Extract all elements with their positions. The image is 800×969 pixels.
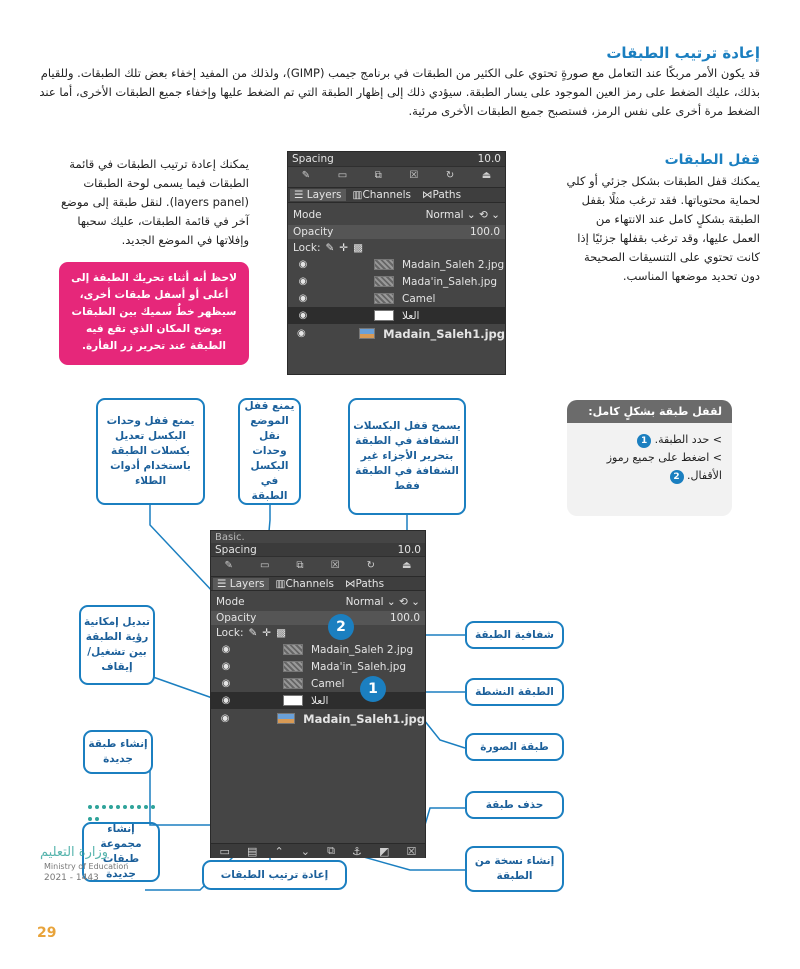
lock-pixels-icon[interactable]: ✎	[325, 242, 335, 254]
layer-row[interactable]	[211, 675, 425, 692]
new-group-icon[interactable]: ▤	[247, 844, 258, 858]
callout-delete-layer: حذف طبقة	[465, 791, 564, 819]
text-layer-icon	[374, 310, 394, 321]
new-brush-icon[interactable]: ▭	[337, 169, 348, 181]
spacing-value[interactable]: 10.0	[477, 153, 501, 165]
callout-visibility: تبديل إمكانية رؤية الطبقة بين تشغيل/ إيقاف	[79, 605, 155, 685]
mode-select[interactable]: Normal ⌄ ⟲ ⌄	[425, 209, 500, 221]
anchor-layer-icon[interactable]: ⚓	[352, 844, 362, 858]
eye-icon[interactable]: ◉	[220, 713, 230, 724]
layer-name: Camel	[311, 677, 345, 690]
opacity-value[interactable]: 100.0	[469, 226, 500, 238]
lock-body: يمكنك قفل الطبقات بشكل جزئي أو كلي لحماية محتوياتها. فقد ترغب مثلًا بقفل الطبقة بشكلٍ كامل عند الانتهاء من العمل عليها، وقد ترغب بقفلها جزئيًا إذا كانت تحتوي على التنسيقات الصحيحة دون تحديد موضعها المناسب.	[566, 174, 760, 283]
eye-icon[interactable]: ◉	[296, 328, 306, 339]
mode-select[interactable]: Normal ⌄ ⟲ ⌄	[345, 595, 420, 608]
layer-row[interactable]	[211, 658, 425, 675]
layer-name: Madain_Saleh 2.jpg	[311, 643, 414, 656]
tab-layers[interactable]: ☰ Layers	[290, 189, 346, 201]
duplicate-brush-icon[interactable]: ⧉	[296, 559, 304, 571]
lock-alpha-icon[interactable]: ▩	[276, 627, 287, 639]
lock-pixels-icon[interactable]: ✎	[248, 627, 258, 639]
layer-row[interactable]	[211, 709, 425, 728]
lock-position-icon[interactable]: ✛	[339, 242, 349, 254]
eye-icon[interactable]: ◉	[298, 276, 308, 287]
layer-thumbnail	[374, 293, 394, 304]
layer-row[interactable]	[288, 273, 505, 290]
eye-icon[interactable]: ◉	[298, 310, 308, 321]
lock-alpha-icon[interactable]: ▩	[353, 242, 364, 254]
new-layer-icon[interactable]: ▭	[219, 844, 230, 858]
duplicate-layer-icon[interactable]: ⧉	[327, 844, 335, 857]
reorder-body: يمكنك إعادة ترتيب الطبقات في قائمة الطبقات فيما يسمى لوحة الطبقات (layers panel). لنقل طبقة إلى موضع آخر في قائمة الطبقات، عليك سحبها وإفلاتها في الموضع الجديد.	[60, 157, 249, 247]
delete-brush-icon[interactable]: ☒	[330, 559, 340, 571]
eye-icon[interactable]: ◉	[221, 661, 231, 672]
spacing-value[interactable]: 10.0	[397, 543, 421, 556]
full-lock-card	[567, 400, 732, 516]
callout-reorder: إعادة ترتيب الطبقات	[202, 860, 347, 890]
opacity-value[interactable]: 100.0	[389, 612, 420, 624]
layer-name: Camel	[402, 292, 436, 305]
layer-row[interactable]	[211, 641, 425, 658]
layer-row-active[interactable]	[288, 307, 505, 324]
layer-name: Mada'in_Saleh.jpg	[311, 660, 407, 673]
open-brush-icon[interactable]: ⏏	[481, 169, 492, 181]
layer-thumbnail	[374, 259, 394, 270]
eye-icon[interactable]: ◉	[221, 695, 231, 706]
tab-paths[interactable]: ⋈Paths	[345, 577, 385, 590]
eye-icon[interactable]: ◉	[298, 293, 308, 304]
callout-active-layer: الطبقة النشطة	[465, 678, 564, 706]
new-brush-icon[interactable]: ▭	[259, 559, 270, 571]
lower-layer-icon[interactable]: ⌄	[300, 844, 311, 858]
layer-name: Madain_Saleh1.jpg	[303, 711, 425, 726]
callout-duplicate-layer: إنشاء نسخة من الطبقة	[465, 846, 564, 892]
callout-lock-pixels: يمنع قفل وحدات البكسل تعديل بكسلات الطبقة باستخدام أدوات الطلاء	[96, 398, 205, 505]
eye-icon[interactable]: ◉	[221, 678, 231, 689]
ministry-arabic: وزارة التعليم	[40, 845, 109, 860]
layer-thumbnail	[277, 713, 295, 724]
refresh-icon[interactable]: ↻	[445, 169, 455, 181]
lock-title: قفل الطبقات	[664, 152, 760, 168]
mask-layer-icon[interactable]: ◩	[378, 844, 390, 858]
text-layer-icon	[283, 695, 303, 706]
section-title: إعادة ترتيب الطبقات	[606, 44, 760, 62]
tab-channels[interactable]: ▥Channels	[275, 577, 335, 590]
page-number: 29	[37, 925, 57, 941]
full-lock-step1: > حدد الطبقة. 1	[575, 431, 722, 449]
layer-thumbnail	[374, 276, 394, 287]
layer-name: العلا	[311, 694, 329, 707]
full-lock-step2: > اضغط على جميع رموز الأقفال. 2	[606, 451, 722, 482]
opacity-label: Opacity	[216, 612, 257, 624]
brush-edit-icon[interactable]: ✎	[224, 559, 233, 571]
delete-layer-icon[interactable]: ☒	[406, 844, 417, 858]
ministry-english: Ministry of Education	[44, 862, 129, 871]
brush-edit-icon[interactable]: ✎	[301, 169, 311, 181]
full-lock-title: لقفل طبقة بشكلٍ كامل:	[567, 400, 732, 423]
basic-label: Basic.	[215, 531, 245, 543]
marker-two: 2	[328, 614, 354, 640]
tab-paths[interactable]: ⋈Paths	[422, 189, 462, 201]
note-box: لاحظ أنه أثناء تحريك الطبقة إلى أعلى أو أسفل طبقات أخرى، سيظهر خطٌ سميك بين الطبقات يوضح المكان الذي تقع فيه الطبقة عند تحرير زر الفأرة.	[59, 262, 249, 365]
eye-icon[interactable]: ◉	[221, 644, 231, 655]
section-body: قد يكون الأمر مربكًا عند التعامل مع صورةٍ تحتوي على الكثير من الطبقات في برنامج جيمب (GIMP)، ولذلك من المفيد إخفاء بعض تلك الطبقات. وللقيام بذلك، عليك الضغط على رمز العين الموجود على يسار الطبقة. سيؤدي ذلك إلى إظهار الطبقة التي تم الضغط عليها وإخفاء جميع الطبقات الأخرى، أما عند الضغط مرة أخرى على نفس الرمز، فستصبح جميع الطبقات الأخرى مرئية.	[39, 66, 760, 118]
refresh-icon[interactable]: ↻	[366, 559, 375, 571]
callout-image-layer: طبقة الصورة	[465, 733, 564, 761]
tab-layers[interactable]: ☰ Layers	[213, 578, 269, 590]
spacing-label: Spacing	[215, 543, 257, 556]
callout-new-group: إنشاء مجموعة طبقات جديدة	[82, 822, 160, 882]
spacing-label: Spacing	[292, 153, 334, 165]
layer-name: Madain_Saleh1.jpg	[383, 326, 505, 341]
delete-brush-icon[interactable]: ☒	[409, 169, 419, 181]
layer-row-active[interactable]	[211, 692, 425, 709]
lock-label: Lock:	[216, 627, 244, 639]
layer-row[interactable]	[288, 290, 505, 307]
layer-thumbnail	[283, 661, 303, 672]
duplicate-brush-icon[interactable]: ⧉	[374, 169, 382, 181]
layer-thumbnail	[283, 678, 303, 689]
layer-name: العلا	[402, 309, 420, 322]
ministry-year: 2021 - 1443	[44, 873, 99, 883]
open-brush-icon[interactable]: ⏏	[402, 559, 412, 571]
layer-thumbnail	[359, 328, 375, 339]
raise-layer-icon[interactable]: ⌃	[274, 844, 284, 858]
callout-lock-alpha: يسمح قفل البكسلات الشفافة في الطبقة بتحرير الأجزاء غير الشفافة في الطبقة فقط	[348, 398, 466, 515]
mode-label: Mode	[216, 595, 245, 608]
layer-row[interactable]	[288, 256, 505, 273]
layer-name: Madain_Saleh 2.jpg	[402, 258, 505, 271]
gimp-panel-top	[287, 151, 506, 375]
callout-lock-position: يمنع قفل الموضع نقل وحدات البكسل في الطبقة	[238, 398, 301, 505]
layer-row[interactable]	[288, 324, 505, 343]
callout-opacity: شفافية الطبقة	[465, 621, 564, 649]
tab-channels[interactable]: ▥Channels	[352, 189, 412, 201]
mode-label: Mode	[293, 209, 322, 221]
marker-one: 1	[360, 676, 386, 702]
lock-position-icon[interactable]: ✛	[262, 627, 272, 639]
eye-icon[interactable]: ◉	[298, 259, 308, 270]
callout-new-layer: إنشاء طبقة جديدة	[83, 730, 153, 774]
gimp-panel-bottom	[210, 530, 426, 858]
layer-name: Mada'in_Saleh.jpg	[402, 275, 498, 288]
layer-thumbnail	[283, 644, 303, 655]
lock-label: Lock:	[293, 242, 321, 254]
opacity-label: Opacity	[293, 226, 334, 238]
